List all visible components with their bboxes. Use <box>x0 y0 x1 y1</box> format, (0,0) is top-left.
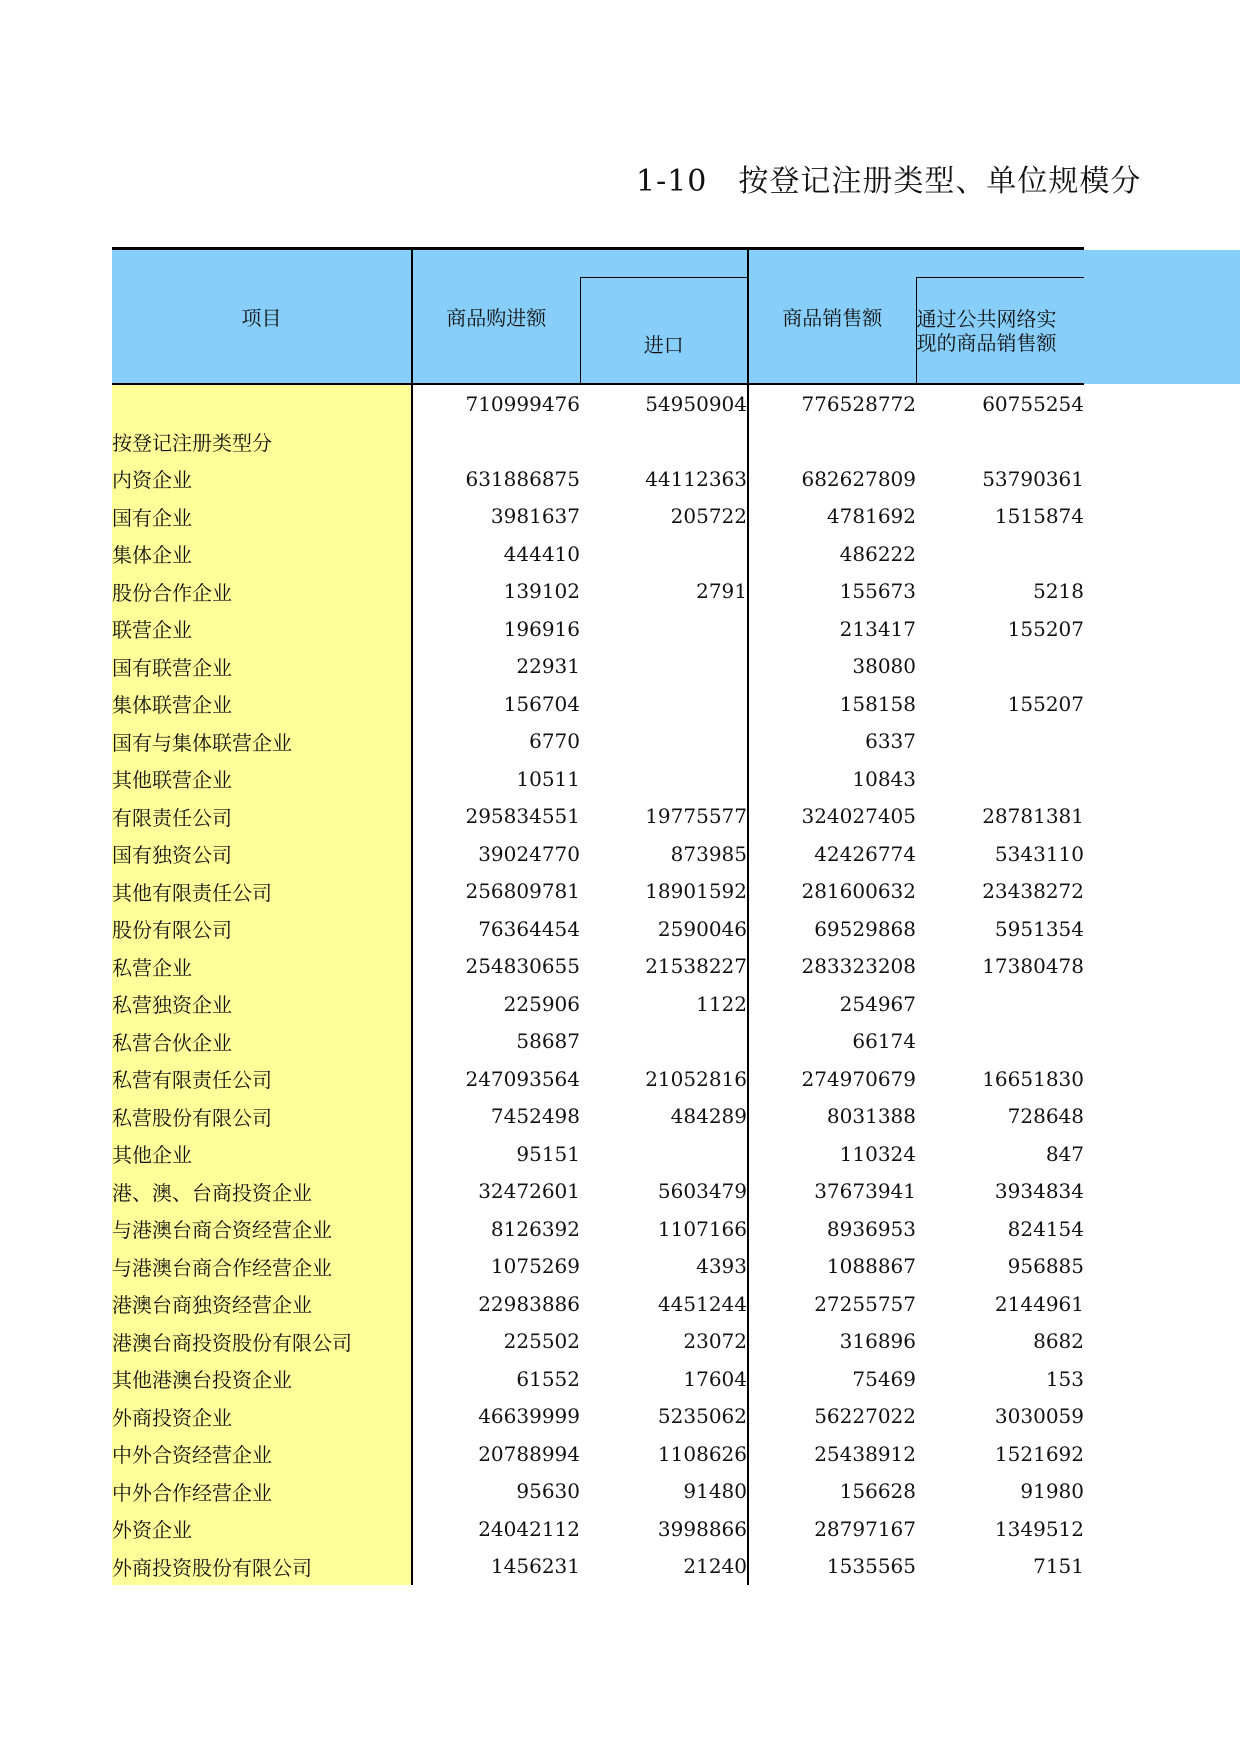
cell-sales: 4781692 <box>748 498 916 536</box>
cell-import: 21538227 <box>645 954 747 979</box>
row-label: 按登记注册类型分 <box>112 423 412 461</box>
row-label: 国有与集体联营企业 <box>112 723 412 761</box>
cell-import <box>580 535 748 573</box>
cell-import: 5603479 <box>657 1179 747 1204</box>
cell-import: 3998866 <box>657 1516 747 1541</box>
table-row <box>112 685 1084 723</box>
cell-net: 155207 <box>1007 691 1084 716</box>
header-purchase: 商品购进额 <box>412 250 580 384</box>
table-row <box>112 1098 1084 1136</box>
table-row <box>112 610 1084 648</box>
row-label: 其他企业 <box>112 1135 412 1173</box>
cell-purchase <box>412 423 580 461</box>
cell-sales: 6337 <box>748 723 916 761</box>
cell-import: 873985 <box>670 841 747 866</box>
data-table <box>112 250 1084 1585</box>
cell-import: 44112363 <box>645 466 747 491</box>
cell-sales: 8031388 <box>748 1098 916 1136</box>
header-import <box>580 278 748 385</box>
cell-import <box>580 1135 748 1173</box>
cell-import: 21240 <box>683 1554 747 1579</box>
cell-sales: 38080 <box>748 648 916 686</box>
table-row <box>112 1398 1084 1436</box>
row-label <box>112 384 412 423</box>
table-row <box>112 384 1084 423</box>
cell-net <box>916 1023 1084 1061</box>
row-label: 与港澳台商合资经营企业 <box>112 1210 412 1248</box>
cell-purchase: 254830655 <box>465 954 580 979</box>
cell-purchase: 196916 <box>503 616 580 641</box>
cell-sales: 75469 <box>748 1360 916 1398</box>
header-import-text: 进口 <box>643 333 684 357</box>
cell-sales: 776528772 <box>748 384 916 423</box>
table-row <box>112 798 1084 836</box>
cell-import <box>580 723 748 761</box>
cell-import: 2590046 <box>657 916 747 941</box>
row-label: 中外合资经营企业 <box>112 1435 412 1473</box>
table-row <box>112 985 1084 1023</box>
cell-sales: 274970679 <box>748 1060 916 1098</box>
cell-purchase: 76364454 <box>478 916 580 941</box>
cell-purchase: 3981637 <box>490 504 580 529</box>
cell-net: 3934834 <box>994 1179 1084 1204</box>
table-row <box>112 1285 1084 1323</box>
cell-sales <box>748 423 916 461</box>
cell-purchase: 225502 <box>503 1329 580 1354</box>
cell-purchase: 225906 <box>503 991 580 1016</box>
cell-sales: 1535565 <box>748 1548 916 1586</box>
cell-purchase: 1075269 <box>490 1254 580 1279</box>
row-label: 与港澳台商合作经营企业 <box>112 1248 412 1286</box>
cell-purchase: 20788994 <box>478 1441 580 1466</box>
table-row <box>112 1323 1084 1361</box>
row-label: 股份有限公司 <box>112 910 412 948</box>
cell-purchase: 8126392 <box>490 1216 580 1241</box>
table-row <box>112 1548 1084 1586</box>
row-label: 国有企业 <box>112 498 412 536</box>
header-sales: 商品销售额 <box>748 250 916 384</box>
cell-net: 23438272 <box>982 879 1084 904</box>
header-net-sales-line1: 通过公共网络实 <box>916 306 1057 331</box>
cell-net <box>916 535 1084 573</box>
header-item: 项目 <box>112 250 412 384</box>
table-row <box>112 948 1084 986</box>
cell-import: 21052816 <box>645 1066 747 1091</box>
cell-purchase: 95630 <box>516 1479 580 1504</box>
table-row <box>112 1360 1084 1398</box>
cell-sales: 486222 <box>748 535 916 573</box>
table-row <box>112 648 1084 686</box>
row-label: 外商投资企业 <box>112 1398 412 1436</box>
cell-net: 60755254 <box>982 391 1084 416</box>
cell-net: 17380478 <box>982 954 1084 979</box>
cell-purchase: 22931 <box>516 654 580 679</box>
cell-sales: 28797167 <box>748 1510 916 1548</box>
cell-sales: 158158 <box>748 685 916 723</box>
cell-sales: 110324 <box>748 1135 916 1173</box>
row-label: 中外合作经营企业 <box>112 1473 412 1511</box>
table-row <box>112 460 1084 498</box>
cell-import: 23072 <box>683 1329 747 1354</box>
table-body <box>112 384 1084 1585</box>
cell-purchase: 631886875 <box>465 466 580 491</box>
cell-net: 7151 <box>1033 1554 1084 1579</box>
row-label: 私营合伙企业 <box>112 1023 412 1061</box>
cell-net: 824154 <box>1007 1216 1084 1241</box>
cell-net <box>916 423 1084 461</box>
cell-import: 1108626 <box>657 1441 747 1466</box>
cell-net: 16651830 <box>982 1066 1084 1091</box>
row-label: 外资企业 <box>112 1510 412 1548</box>
table-row <box>112 423 1084 461</box>
table-row <box>112 910 1084 948</box>
table-row <box>112 498 1084 536</box>
page-title: 1-10 按登记注册类型、单位规模分 <box>636 164 1142 199</box>
cell-import <box>580 685 748 723</box>
cell-import: 18901592 <box>645 879 747 904</box>
cell-sales: 324027405 <box>748 798 916 836</box>
cell-purchase: 32472601 <box>478 1179 580 1204</box>
cell-net <box>916 985 1084 1023</box>
cell-import: 19775577 <box>645 804 747 829</box>
header-spacer <box>916 250 1084 278</box>
cell-purchase: 156704 <box>503 691 580 716</box>
row-label: 私营企业 <box>112 948 412 986</box>
cell-purchase: 295834551 <box>465 804 580 829</box>
cell-sales: 66174 <box>748 1023 916 1061</box>
header-net-sales-line2: 现的商品销售额 <box>916 330 1057 355</box>
table-row <box>112 1210 1084 1248</box>
cell-import: 1122 <box>696 991 747 1016</box>
cell-import <box>580 423 748 461</box>
row-label: 私营有限责任公司 <box>112 1060 412 1098</box>
row-label: 私营独资企业 <box>112 985 412 1023</box>
cell-purchase: 22983886 <box>478 1291 580 1316</box>
cell-net: 5343110 <box>994 841 1084 866</box>
row-label: 其他有限责任公司 <box>112 873 412 911</box>
cell-import <box>580 760 748 798</box>
cell-sales: 213417 <box>748 610 916 648</box>
cell-purchase: 444410 <box>503 541 580 566</box>
cell-purchase: 61552 <box>516 1366 580 1391</box>
cell-sales: 8936953 <box>748 1210 916 1248</box>
cell-net <box>916 648 1084 686</box>
row-label: 港澳台商独资经营企业 <box>112 1285 412 1323</box>
cell-purchase: 10511 <box>516 766 580 791</box>
cell-purchase: 46639999 <box>478 1404 580 1429</box>
row-label: 国有联营企业 <box>112 648 412 686</box>
cell-net: 2144961 <box>994 1291 1084 1316</box>
cell-net: 28781381 <box>982 804 1084 829</box>
cell-purchase: 6770 <box>529 729 580 754</box>
cell-net: 728648 <box>1007 1104 1084 1129</box>
cell-sales: 254967 <box>748 985 916 1023</box>
row-label: 联营企业 <box>112 610 412 648</box>
cell-import: 2791 <box>696 579 747 604</box>
cell-purchase: 95151 <box>516 1141 580 1166</box>
cell-net: 155207 <box>1007 616 1084 641</box>
cell-net: 5951354 <box>994 916 1084 941</box>
cell-purchase: 24042112 <box>478 1516 580 1541</box>
cell-net: 153 <box>1045 1366 1084 1391</box>
cell-import: 1107166 <box>657 1216 747 1241</box>
row-label: 集体联营企业 <box>112 685 412 723</box>
cell-sales: 37673941 <box>748 1173 916 1211</box>
cell-import: 5235062 <box>657 1404 747 1429</box>
cell-purchase: 256809781 <box>465 879 580 904</box>
cell-import: 4451244 <box>657 1291 747 1316</box>
cell-net: 91980 <box>1020 1479 1084 1504</box>
cell-purchase: 7452498 <box>490 1104 580 1129</box>
header-net-sales <box>916 278 1084 385</box>
cell-purchase: 39024770 <box>478 841 580 866</box>
cell-purchase: 247093564 <box>465 1066 580 1091</box>
table-header <box>112 250 1084 384</box>
table-row <box>112 573 1084 611</box>
cell-import <box>580 648 748 686</box>
row-label: 外商投资股份有限公司 <box>112 1548 412 1586</box>
table-row <box>112 760 1084 798</box>
cell-sales: 56227022 <box>748 1398 916 1436</box>
cell-sales: 1088867 <box>748 1248 916 1286</box>
cell-purchase: 139102 <box>503 579 580 604</box>
cell-net: 1349512 <box>994 1516 1084 1541</box>
header-extension <box>1084 250 1240 384</box>
cell-purchase: 58687 <box>516 1029 580 1054</box>
cell-import: 17604 <box>683 1366 747 1391</box>
row-label: 国有独资公司 <box>112 835 412 873</box>
row-label: 港澳台商投资股份有限公司 <box>112 1323 412 1361</box>
cell-net: 53790361 <box>982 466 1084 491</box>
table-row <box>112 1510 1084 1548</box>
table-row <box>112 873 1084 911</box>
table-row <box>112 1023 1084 1061</box>
row-label: 港、澳、台商投资企业 <box>112 1173 412 1211</box>
cell-net <box>916 760 1084 798</box>
cell-import <box>580 1023 748 1061</box>
cell-net: 847 <box>1045 1141 1084 1166</box>
table-row <box>112 535 1084 573</box>
cell-net: 3030059 <box>994 1404 1084 1429</box>
cell-sales: 316896 <box>748 1323 916 1361</box>
cell-sales: 42426774 <box>748 835 916 873</box>
cell-sales: 281600632 <box>748 873 916 911</box>
table-row <box>112 1473 1084 1511</box>
table-row <box>112 723 1084 761</box>
cell-sales: 682627809 <box>748 460 916 498</box>
table-row <box>112 1173 1084 1211</box>
cell-sales: 69529868 <box>748 910 916 948</box>
cell-import <box>580 610 748 648</box>
cell-net: 8682 <box>1033 1329 1084 1354</box>
cell-sales: 10843 <box>748 760 916 798</box>
cell-import: 4393 <box>696 1254 747 1279</box>
cell-net: 956885 <box>1007 1254 1084 1279</box>
cell-net: 1521692 <box>994 1441 1084 1466</box>
cell-sales: 25438912 <box>748 1435 916 1473</box>
table-row <box>112 1060 1084 1098</box>
cell-purchase: 1456231 <box>490 1554 580 1579</box>
table-row <box>112 1435 1084 1473</box>
row-label: 其他联营企业 <box>112 760 412 798</box>
cell-sales: 155673 <box>748 573 916 611</box>
cell-import: 484289 <box>670 1104 747 1129</box>
table-row <box>112 1248 1084 1286</box>
table-row <box>112 1135 1084 1173</box>
row-label: 内资企业 <box>112 460 412 498</box>
row-label: 有限责任公司 <box>112 798 412 836</box>
table-row <box>112 835 1084 873</box>
cell-import: 91480 <box>683 1479 747 1504</box>
cell-import: 54950904 <box>645 391 747 416</box>
row-label: 股份合作企业 <box>112 573 412 611</box>
row-label: 私营股份有限公司 <box>112 1098 412 1136</box>
cell-sales: 156628 <box>748 1473 916 1511</box>
header-spacer <box>580 250 748 278</box>
row-label: 其他港澳台投资企业 <box>112 1360 412 1398</box>
cell-import: 205722 <box>670 504 747 529</box>
cell-sales: 27255757 <box>748 1285 916 1323</box>
cell-net <box>916 723 1084 761</box>
cell-purchase: 710999476 <box>465 391 580 416</box>
row-label: 集体企业 <box>112 535 412 573</box>
cell-net: 5218 <box>1033 579 1084 604</box>
cell-sales: 283323208 <box>748 948 916 986</box>
cell-net: 1515874 <box>994 504 1084 529</box>
